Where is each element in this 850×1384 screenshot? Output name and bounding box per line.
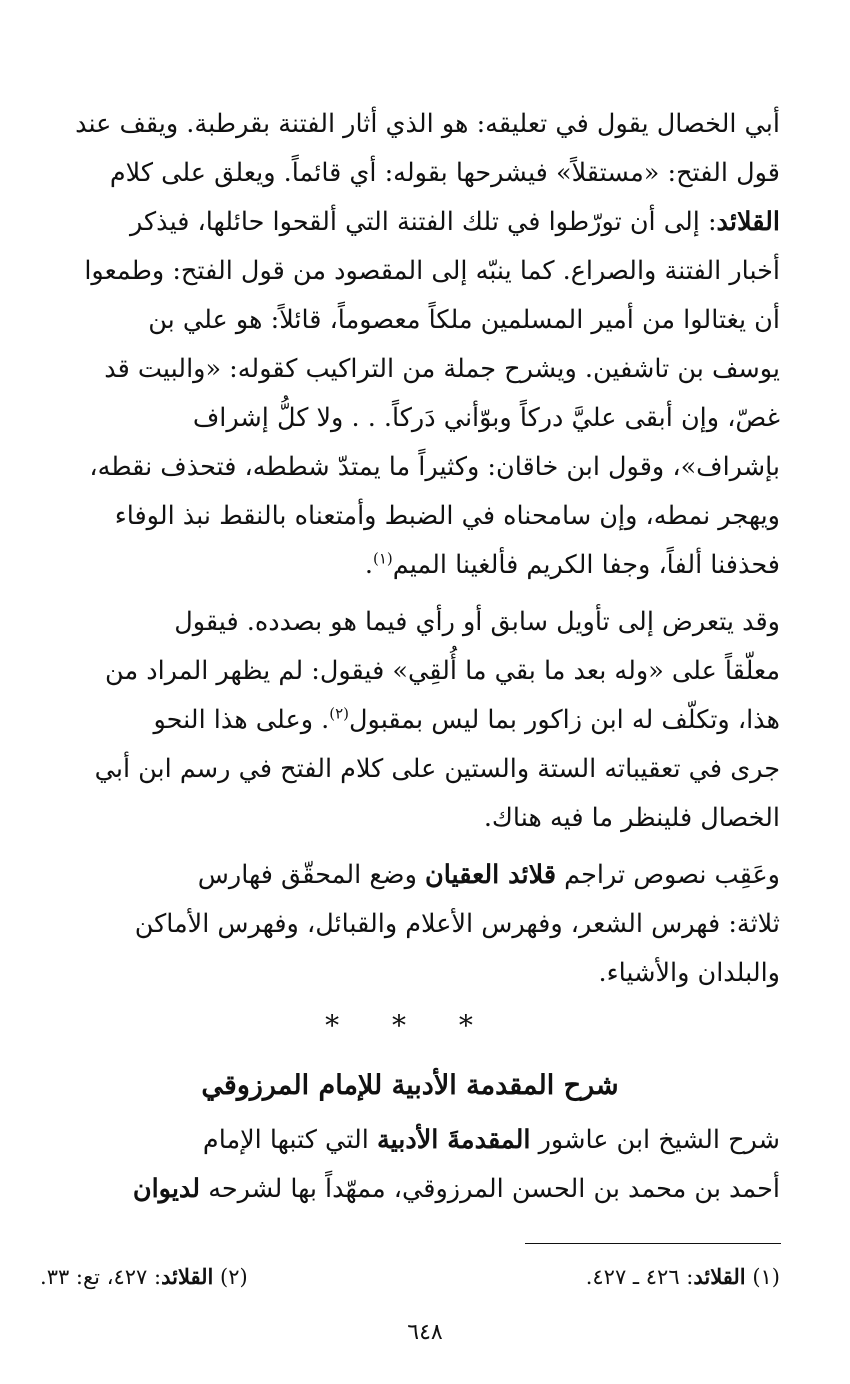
text-run: فحذفنا ألفاً، وجفا الكريم فألغينا الميم bbox=[392, 550, 780, 580]
text-run: . bbox=[364, 550, 373, 580]
footnotes bbox=[40, 1262, 780, 1292]
text-line bbox=[40, 541, 780, 590]
paragraph-2 bbox=[40, 598, 780, 843]
footnote-2 bbox=[40, 1262, 248, 1292]
text-run: وعَقِب نصوص تراجم bbox=[556, 860, 780, 890]
text-run: : إلى أن تورّطوا في تلك الفتنة التي ألقحوا حائلها، فيذكر bbox=[129, 207, 717, 237]
paragraph-1 bbox=[40, 100, 780, 590]
text-line: والبلدان والأشياء. bbox=[598, 958, 780, 988]
text-line: معلّقاً على «وله بعد ما بقي ما أُلقِي» فيقول: لم يظهر المراد من bbox=[105, 656, 780, 686]
footnote-text: : ٤٢٧، تع: ٣٣. bbox=[40, 1265, 162, 1289]
paragraph-4 bbox=[40, 1116, 780, 1214]
footnote-source: القلائد bbox=[161, 1264, 214, 1289]
footnote-ref-2[interactable]: (٢) bbox=[329, 704, 349, 723]
text-line: ثلاثة: فهرس الشعر، وفهرس الأعلام والقبائل، وفهرس الأماكن bbox=[134, 909, 780, 939]
section-separator: * * * bbox=[325, 1009, 495, 1042]
paragraph-3 bbox=[40, 851, 780, 998]
text-line: يوسف بن تاشفين. ويشرح جملة من التراكيب كقوله: «والبيت قد bbox=[104, 354, 780, 384]
footnote-number: (٢) bbox=[213, 1265, 248, 1289]
bold-term: القلائد bbox=[716, 207, 780, 237]
footnote-source: القلائد bbox=[693, 1264, 746, 1289]
text-line bbox=[40, 1165, 780, 1214]
text-line: الخصال فلينظر ما فيه هناك. bbox=[483, 803, 780, 833]
text-line bbox=[40, 1116, 780, 1165]
text-run: وضع المحقّق فهارس bbox=[197, 860, 425, 890]
bold-term: لديوان bbox=[132, 1174, 201, 1204]
text-line: بإشراف»، وقول ابن خاقان: وكثيراً ما يمتدّ شططه، فتحذف نقطه، bbox=[89, 452, 780, 482]
page-body bbox=[40, 100, 780, 1214]
text-line: قول الفتح: «مستقلاً» فيشرحها بقوله: أي قائماً. ويعلق على كلام bbox=[109, 158, 780, 188]
text-run: هذا، وتكلّف له ابن زاكور بما ليس بمقبول bbox=[349, 705, 780, 735]
text-run: . وعلى هذا النحو bbox=[153, 705, 330, 735]
bold-term: قلائد العقيان bbox=[425, 860, 557, 890]
text-line: ويهجر نمطه، وإن سامحناه في الضبط وأمتعناه بالنقط نبذ الوفاء bbox=[114, 501, 780, 531]
bold-term: المقدمةَ الأدبية bbox=[376, 1125, 531, 1155]
text-line bbox=[40, 696, 780, 745]
page-number: ٦٤٨ bbox=[407, 1320, 443, 1345]
text-line: جرى في تعقيباته الستة والستين على كلام الفتح في رسم ابن أبي bbox=[94, 754, 780, 784]
text-line bbox=[40, 198, 780, 247]
text-run: شرح الشيخ ابن عاشور bbox=[530, 1125, 780, 1155]
text-line bbox=[40, 851, 780, 900]
footnote-number: (١) bbox=[745, 1265, 780, 1289]
text-line: أبي الخصال يقول في تعليقه: هو الذي أثار الفتنة بقرطبة. ويقف عند bbox=[75, 109, 780, 139]
text-line: غصّ، وإن أبقى عليَّ دركاً وبوّأني دَركاً. . . ولا كلُّ إشراف bbox=[192, 403, 780, 433]
footnote-text: : ٤٢٦ ـ ٤٢٧. bbox=[585, 1265, 694, 1289]
footnote-1 bbox=[586, 1262, 780, 1292]
footnote-ref-1[interactable]: (١) bbox=[372, 549, 393, 568]
footnote-divider bbox=[525, 1243, 781, 1244]
text-line: وقد يتعرض إلى تأويل سابق أو رأي فيما هو بصدده. فيقول bbox=[174, 607, 780, 637]
text-run: أحمد بن محمد بن الحسن المرزوقي، ممهّداً بها لشرحه bbox=[200, 1174, 780, 1204]
text-line: أخبار الفتنة والصراع. كما ينبّه إلى المقصود من قول الفتح: وطمعوا bbox=[84, 256, 780, 286]
section-heading: شرح المقدمة الأدبية للإمام المرزوقي bbox=[201, 1070, 619, 1101]
text-run: التي كتبها الإمام bbox=[202, 1125, 377, 1155]
text-line: أن يغتالوا من أمير المسلمين ملكاً معصوماً، قائلاً: هو علي بن bbox=[148, 305, 780, 335]
